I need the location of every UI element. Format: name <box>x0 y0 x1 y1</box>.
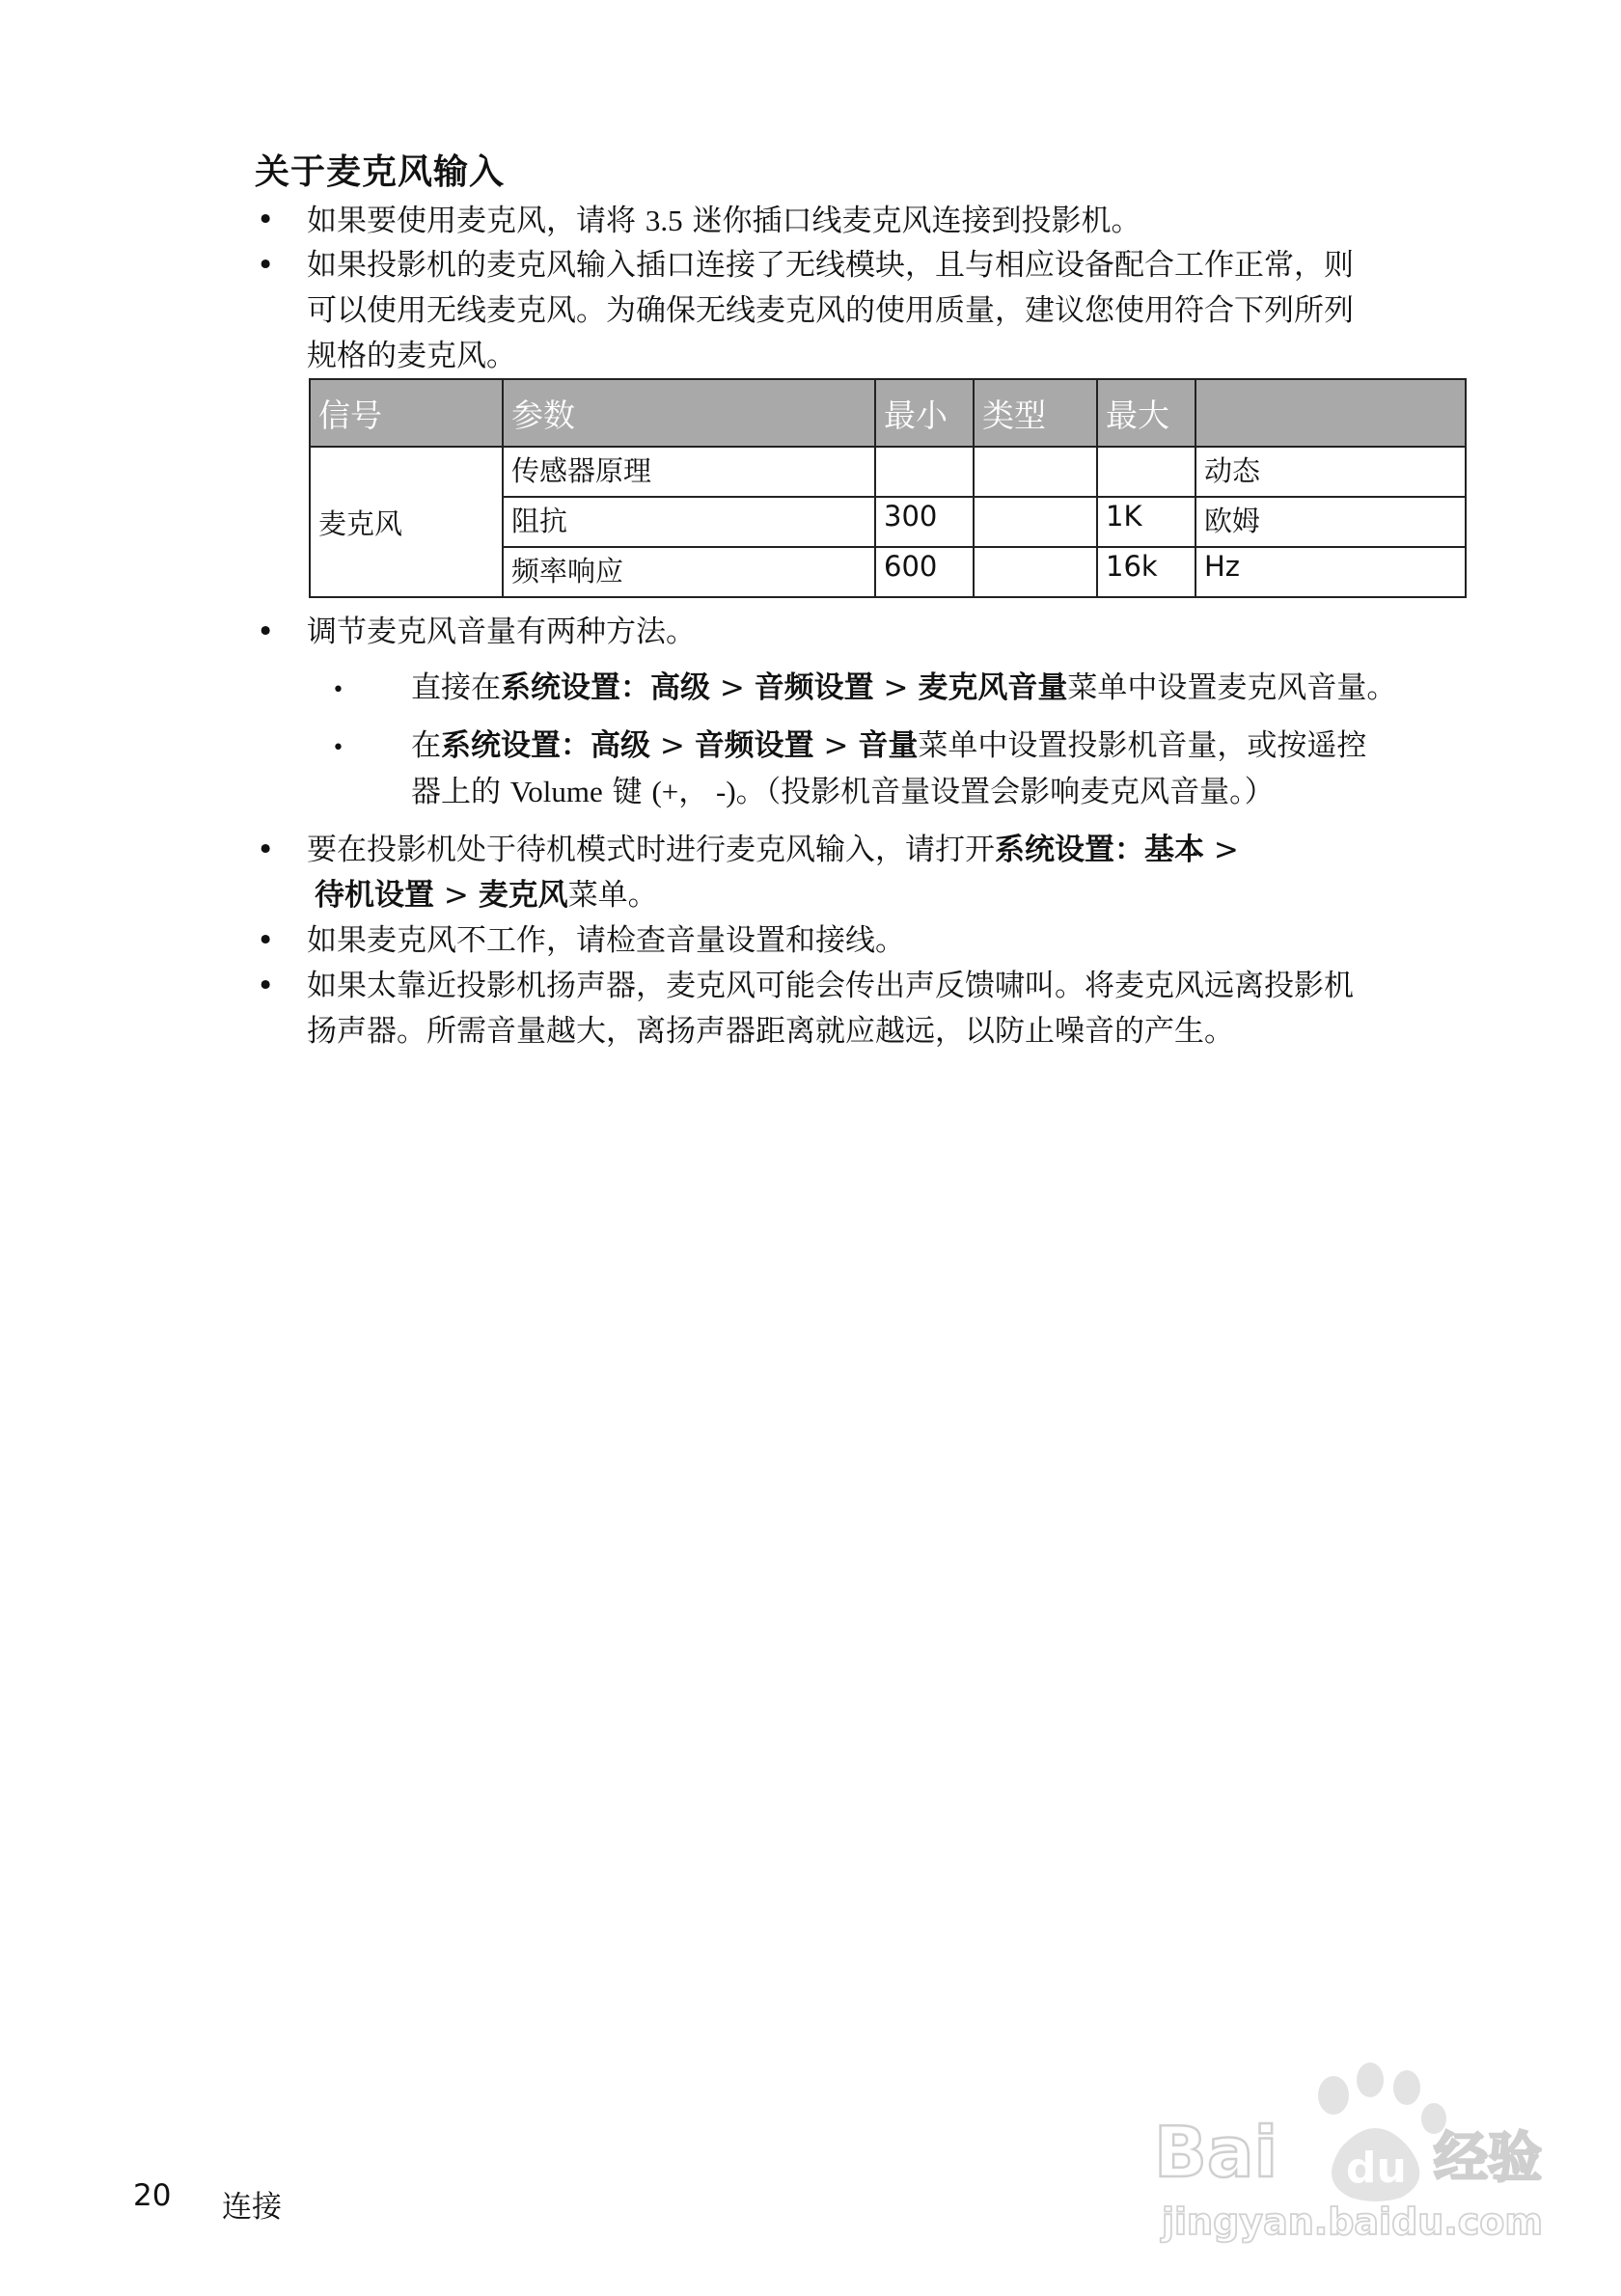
bullet-6-text <box>307 964 1354 1054</box>
sub-bullet-marker: • <box>332 678 344 702</box>
menu-path: 麦克风 <box>478 878 568 913</box>
separator: > <box>1204 833 1239 867</box>
bullet-marker: • <box>257 833 275 867</box>
separator: > <box>813 728 859 763</box>
type-cell <box>974 447 1097 497</box>
unit-cell: Hz <box>1195 547 1466 597</box>
bullet-marker: • <box>257 923 275 958</box>
text-line: 如果投影机的麦克风输入插口连接了无线模块，且与相应设备配合工作正常，则 <box>307 248 1354 283</box>
section-label: 连接 <box>222 2190 282 2225</box>
text-line <box>411 769 1366 815</box>
menu-path: 待机设置 <box>315 878 434 913</box>
paw-logo-icon <box>1148 2055 1553 2248</box>
text-run: 菜单中设置麦克风音量。 <box>1067 670 1397 705</box>
type-cell <box>974 547 1097 597</box>
bullet-4-text <box>307 828 1239 918</box>
unit-cell: 动态 <box>1195 447 1466 497</box>
header-param: 参数 <box>503 379 875 447</box>
sub-bullet-2-text <box>411 724 1366 815</box>
max-cell: 1K <box>1097 497 1195 547</box>
header-min: 最小 <box>875 379 974 447</box>
bullet-marker: • <box>257 248 275 283</box>
param-cell: 传感器原理 <box>503 447 875 497</box>
watermark-brand-2: du <box>1346 2144 1407 2193</box>
header-signal: 信号 <box>310 379 503 447</box>
text-run: 迷你插口线麦克风连接到投影机。 <box>682 204 1141 238</box>
mic-spec-table <box>309 378 1467 598</box>
sub-bullet-1-text <box>411 666 1396 711</box>
text-run: 菜单中设置投影机音量，或按遥控 <box>918 728 1367 763</box>
table-header-row <box>310 379 1466 447</box>
text-run: 直接在 <box>411 670 501 705</box>
text-line: 扬声器。所需音量越大，离扬声器距离就应越远，以防止噪音的产生。 <box>307 1014 1234 1049</box>
text-line: 如果太靠近投影机扬声器，麦克风可能会传出声反馈啸叫。将麦克风远离投影机 <box>307 969 1354 1003</box>
min-cell <box>875 447 974 497</box>
bullet-marker: • <box>257 203 275 237</box>
watermark-url: jingyan.baidu.com <box>1162 2200 1543 2243</box>
text-run: 如果要使用麦克风，请将 <box>307 204 646 238</box>
bullet-5-text: 如果麦克风不工作，请检查音量设置和接线。 <box>307 923 905 958</box>
sub-bullet-marker: • <box>332 736 344 760</box>
bullet-2-text <box>307 243 1354 379</box>
menu-path: 音量 <box>858 728 919 763</box>
type-cell <box>974 497 1097 547</box>
text-line <box>315 873 1239 918</box>
text-line <box>411 724 1366 769</box>
volume-key: Volume <box>509 775 603 808</box>
watermark-cn: 经验 <box>1434 2127 1542 2190</box>
menu-path: 音频设置 <box>754 670 874 705</box>
max-cell <box>1097 447 1195 497</box>
min-cell: 600 <box>875 547 974 597</box>
text-run: 菜单。 <box>567 878 658 913</box>
bullet-1-text <box>307 198 1140 244</box>
text-line: 规格的麦克风。 <box>307 339 516 373</box>
min-cell: 300 <box>875 497 974 547</box>
param-cell: 频率响应 <box>503 547 875 597</box>
table-row <box>310 447 1466 497</box>
text-line: 可以使用无线麦克风。为确保无线麦克风的使用质量，建议您使用符合下列所列 <box>307 293 1354 328</box>
menu-path: 系统设置：高级 <box>501 670 710 705</box>
key-symbols: (+， -) <box>651 775 736 808</box>
text-run: 器上的 <box>411 775 510 809</box>
watermark-brand: Bai <box>1154 2112 1278 2193</box>
signal-cell: 麦克风 <box>310 447 503 597</box>
text-run: 要在投影机处于待机模式时进行麦克风输入，请打开 <box>307 833 995 867</box>
menu-path: 系统设置：基本 <box>995 833 1204 867</box>
separator: > <box>710 670 755 705</box>
baidu-watermark <box>1148 2055 1553 2248</box>
text-run: 。（投影机音量设置会影响麦克风音量。） <box>735 775 1275 809</box>
text-run: 在 <box>411 728 441 763</box>
bullet-marker: • <box>257 969 275 1003</box>
menu-path: 麦克风音量 <box>918 670 1068 705</box>
bullet-3-text: 调节麦克风音量有两种方法。 <box>307 615 696 649</box>
unit-cell: 欧姆 <box>1195 497 1466 547</box>
max-cell: 16k <box>1097 547 1195 597</box>
separator: > <box>650 728 695 763</box>
section-heading: 关于麦克风输入 <box>255 152 506 192</box>
header-unit <box>1195 379 1466 447</box>
header-max: 最大 <box>1097 379 1195 447</box>
page-number: 20 <box>133 2178 172 2213</box>
text-run: 键 <box>602 775 652 809</box>
separator: > <box>873 670 919 705</box>
text-line <box>307 828 1239 873</box>
bullet-marker: • <box>257 615 275 649</box>
param-cell: 阻抗 <box>503 497 875 547</box>
menu-path: 系统设置：高级 <box>441 728 650 763</box>
plug-size: 3.5 <box>645 204 683 237</box>
menu-path: 音频设置 <box>694 728 814 763</box>
header-type: 类型 <box>974 379 1097 447</box>
separator: > <box>434 878 479 913</box>
